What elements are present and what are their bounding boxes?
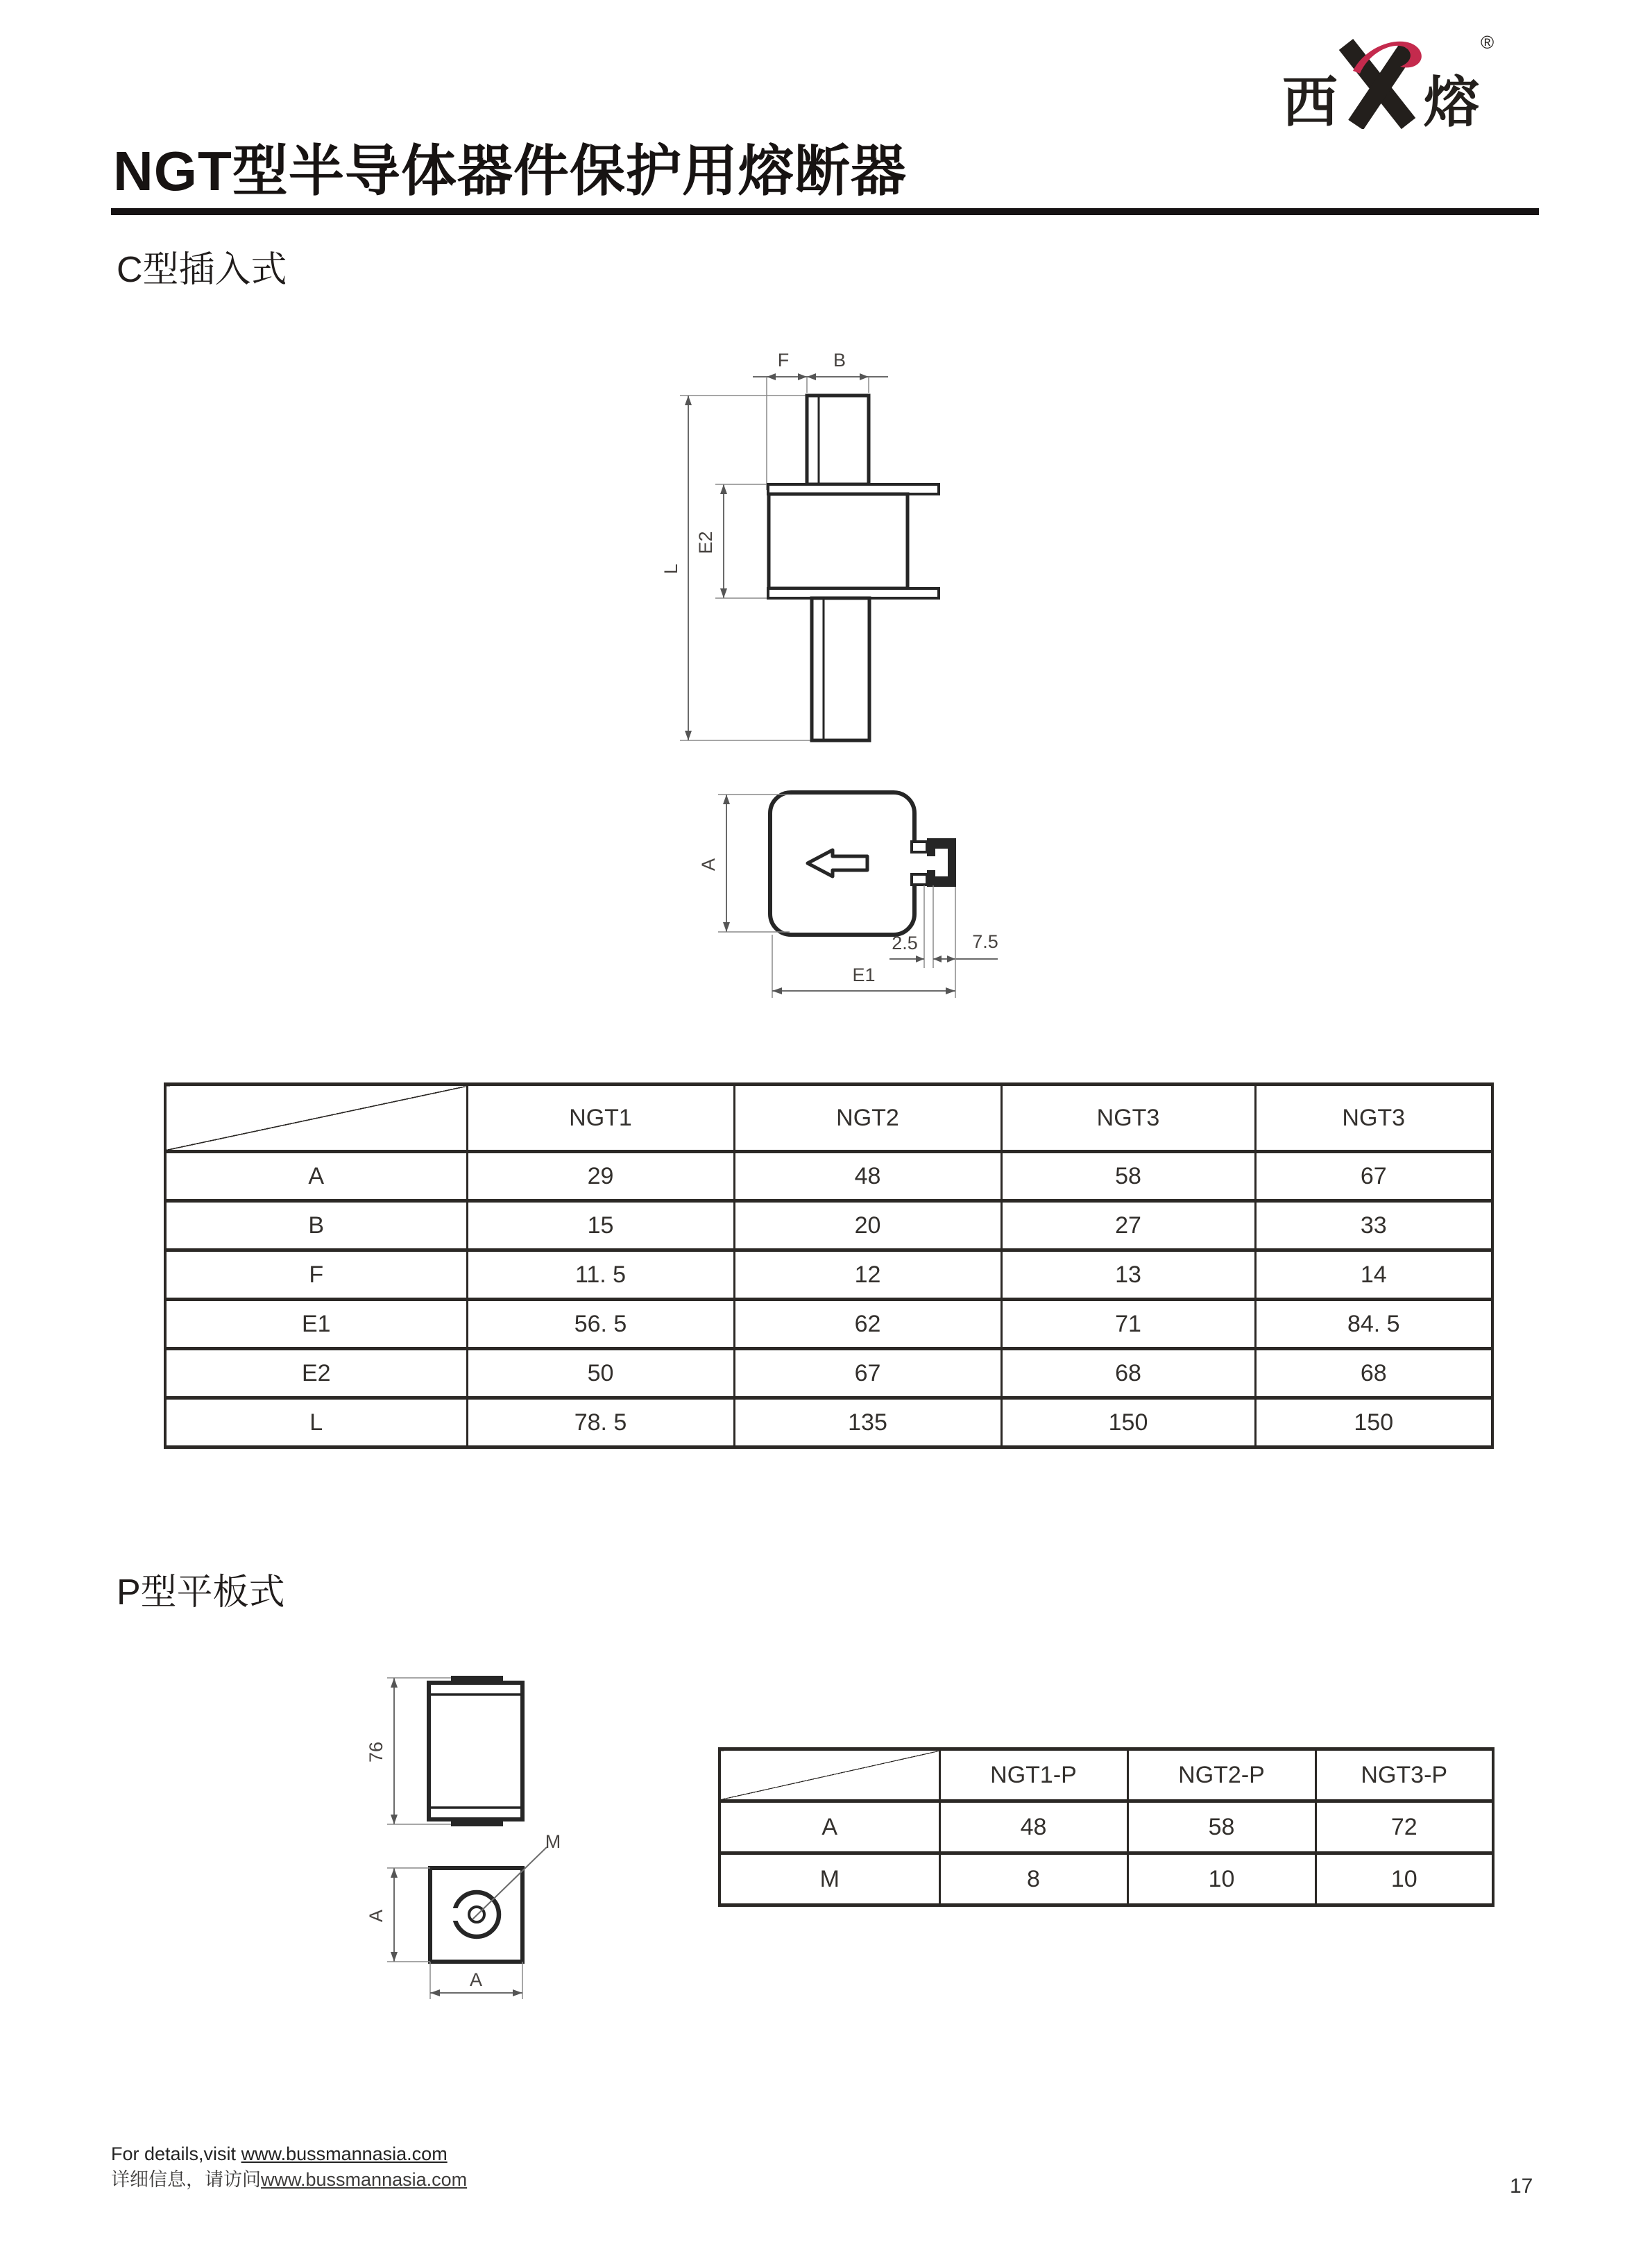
cell: 50 xyxy=(467,1349,734,1398)
title-rule xyxy=(111,208,1539,215)
row-label: B xyxy=(165,1201,467,1250)
cell: 67 xyxy=(734,1349,1001,1398)
column-header-ngt1p: NGT1-P xyxy=(939,1749,1127,1801)
cell: 20 xyxy=(734,1201,1001,1250)
row-label: E1 xyxy=(165,1300,467,1349)
cell: 135 xyxy=(734,1398,1001,1447)
table-header-row xyxy=(719,1749,1493,1801)
dim-label-e2: E2 xyxy=(695,531,716,554)
table-header-row xyxy=(165,1085,1492,1152)
row-label: A xyxy=(165,1152,467,1201)
dim-label-7-5: 7.5 xyxy=(972,931,998,952)
p-type-drawing xyxy=(347,1655,583,2009)
cell: 58 xyxy=(1001,1152,1255,1201)
cell: 68 xyxy=(1255,1349,1492,1398)
dim-label-m: M xyxy=(545,1831,561,1852)
dim-label-2-5: 2.5 xyxy=(892,933,918,953)
c-type-drawing xyxy=(611,326,1041,1020)
dim-label-b: B xyxy=(833,350,846,371)
cell: 10 xyxy=(1127,1853,1315,1905)
row-label: L xyxy=(165,1398,467,1447)
table-row xyxy=(165,1398,1492,1447)
footer-line-en xyxy=(111,2141,467,2167)
cell: 71 xyxy=(1001,1300,1255,1349)
c-type-dimensions-table xyxy=(164,1082,1494,1449)
row-label: A xyxy=(719,1801,939,1853)
cell: 10 xyxy=(1315,1853,1493,1905)
cell: 11. 5 xyxy=(467,1250,734,1300)
row-label: E2 xyxy=(165,1349,467,1398)
footer-en-text: For details,visit xyxy=(111,2143,241,2164)
dim-label-e1: E1 xyxy=(852,965,876,985)
brand-logo xyxy=(1282,26,1495,133)
cell: 68 xyxy=(1001,1349,1255,1398)
footer-link-en[interactable]: www.bussmannasia.com xyxy=(241,2143,448,2164)
cell: 78. 5 xyxy=(467,1398,734,1447)
p-type-dimensions-table xyxy=(718,1747,1495,1907)
cell: 27 xyxy=(1001,1201,1255,1250)
footer-line-cn xyxy=(111,2167,467,2193)
dim-label-l: L xyxy=(661,563,681,575)
cell: 67 xyxy=(1255,1152,1492,1201)
cell: 150 xyxy=(1001,1398,1255,1447)
logo-char-rong: 熔 xyxy=(1424,71,1479,133)
cell: 12 xyxy=(734,1250,1001,1300)
dim-label-a-front: A xyxy=(698,858,719,872)
logo-x-mark xyxy=(1336,33,1425,129)
column-header-ngt3b: NGT3 xyxy=(1255,1085,1492,1152)
table-row xyxy=(165,1201,1492,1250)
cell: 29 xyxy=(467,1152,734,1201)
column-header-ngt2: NGT2 xyxy=(734,1085,1001,1152)
cell: 56. 5 xyxy=(467,1300,734,1349)
table-corner-cell xyxy=(165,1085,467,1152)
dim-label-f: F xyxy=(777,350,790,371)
column-header-ngt1: NGT1 xyxy=(467,1085,734,1152)
cell: 13 xyxy=(1001,1250,1255,1300)
column-header-ngt3p: NGT3-P xyxy=(1315,1749,1493,1801)
cell: 150 xyxy=(1255,1398,1492,1447)
cell: 72 xyxy=(1315,1801,1493,1853)
row-label: F xyxy=(165,1250,467,1300)
footer xyxy=(111,2141,467,2193)
cell: 33 xyxy=(1255,1201,1492,1250)
table-row xyxy=(719,1853,1493,1905)
section-heading-p-type: P型平板式 xyxy=(117,1572,285,1613)
table-row xyxy=(165,1250,1492,1300)
footer-cn-text: 详细信息，请访问 xyxy=(111,2169,261,2190)
page-number: 17 xyxy=(1510,2175,1533,2198)
logo-char-west: 西 xyxy=(1282,71,1338,133)
cell: 48 xyxy=(939,1801,1127,1853)
row-label: M xyxy=(719,1853,939,1905)
registered-mark: ® xyxy=(1481,32,1495,53)
dim-label-a-side: A xyxy=(366,1909,386,1923)
cell: 84. 5 xyxy=(1255,1300,1492,1349)
table-row xyxy=(165,1349,1492,1398)
dim-label-a-bottom: A xyxy=(469,1969,483,1990)
column-header-ngt2p: NGT2-P xyxy=(1127,1749,1315,1801)
table-corner-cell xyxy=(719,1749,939,1801)
x-swoosh-icon xyxy=(1336,33,1425,129)
section-heading-c-type: C型插入式 xyxy=(117,250,287,290)
table-row xyxy=(165,1152,1492,1201)
cell: 62 xyxy=(734,1300,1001,1349)
cell: 15 xyxy=(467,1201,734,1250)
footer-link-cn[interactable]: www.bussmannasia.com xyxy=(261,2169,468,2190)
dim-label-76: 76 xyxy=(366,1741,386,1763)
column-header-ngt3: NGT3 xyxy=(1001,1085,1255,1152)
cell: 58 xyxy=(1127,1801,1315,1853)
cell: 14 xyxy=(1255,1250,1492,1300)
page-title: NGT型半导体器件保护用熔断器 xyxy=(113,140,907,202)
table-row xyxy=(719,1801,1493,1853)
table-row xyxy=(165,1300,1492,1349)
cell: 48 xyxy=(734,1152,1001,1201)
cell: 8 xyxy=(939,1853,1127,1905)
